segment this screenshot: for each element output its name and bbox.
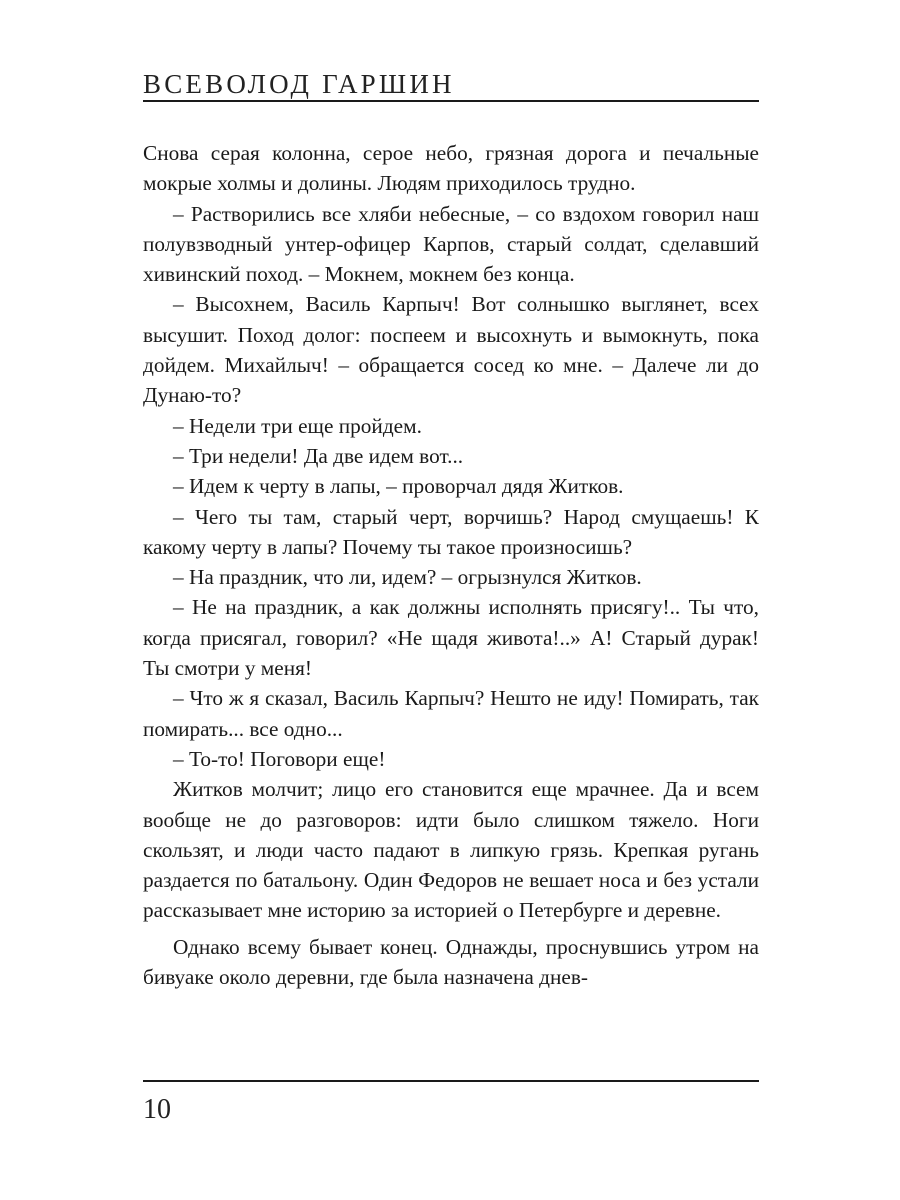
footer-rule	[143, 1080, 759, 1082]
paragraph: Житков молчит; лицо его становится еще мрачнее. Да и всем вообще не до разговоров: идти было слишком тяжело. Ноги скользят, и люди часто падают в липкую грязь. Крепкая ругань раздается по батальону. Один Федоров не вешает носа и без устали рассказывает мне историю за историей о Петербурге и деревне.	[143, 777, 759, 923]
paragraph: – Идем к черту в лапы, – проворчал дядя Житков.	[173, 474, 624, 499]
paragraph: – Растворились все хляби небесные, – со вздохом говорил наш полувзводный унтер-офицер Карпов, старый солдат, сделавший хивинский поход. – Мокнем, мокнем без конца.	[143, 201, 759, 287]
header-rule	[143, 100, 759, 102]
paragraph: Однако всему бывает конец. Однажды, проснувшись утром на бивуаке около деревни, где была назначена днев-	[143, 934, 759, 990]
paragraph: – Что ж я сказал, Василь Карпыч? Нешто не иду! Помирать, так помирать... все одно...	[143, 686, 759, 741]
book-page	[143, 0, 759, 1200]
paragraph: Снова серая колонна, серое небо, грязная дорога и печальные мокрые холмы и долины. Людям приходилось трудно.	[143, 141, 759, 196]
paragraph: – Недели три еще пройдем.	[173, 413, 422, 438]
paragraph: – На праздник, что ли, идем? – огрызнулся Житков.	[173, 565, 642, 590]
paragraph: – Высохнем, Василь Карпыч! Вот солнышко выглянет, всех высушит. Поход долог: поспеем и высохнуть и вымокнуть, пока дойдем. Михайлыч! – обращается сосед ко мне. – Далече ли до Дунаю-то?	[143, 292, 759, 408]
paragraph: – Три недели! Да две идем вот...	[173, 443, 464, 468]
body-text	[143, 138, 759, 992]
running-head: ВСЕВОЛОД ГАРШИН	[143, 69, 455, 99]
paragraph: – То-то! Поговори еще!	[173, 746, 386, 771]
paragraph: – Чего ты там, старый черт, ворчишь? Народ смущаешь! К какому черту в лапы? Почему ты такое произносишь?	[143, 504, 759, 559]
paragraph: – Не на праздник, а как должны исполнять присягу!.. Ты что, когда присягал, говорил? «Не щадя живота!..» А! Старый дурак! Ты смотри у меня!	[143, 595, 759, 681]
page-number: 10	[143, 1094, 171, 1125]
